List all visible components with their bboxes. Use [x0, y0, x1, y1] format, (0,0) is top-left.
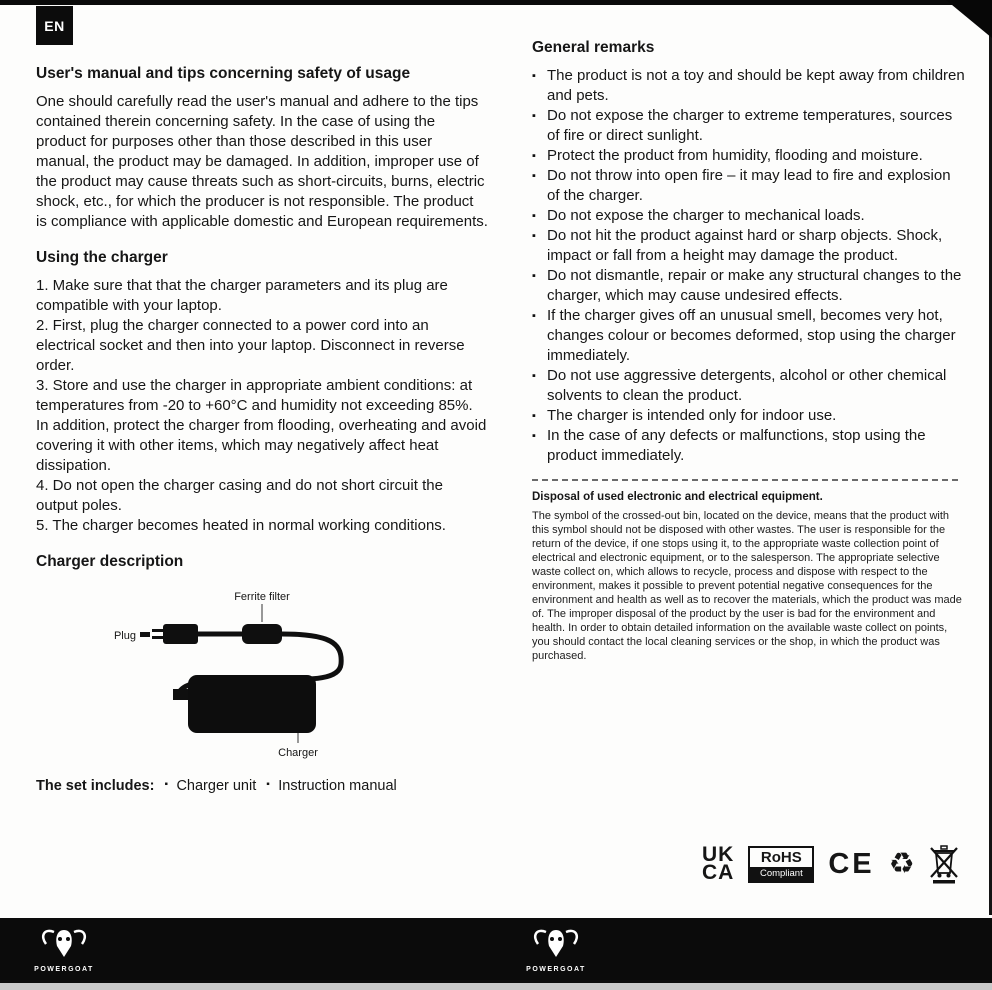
using-step: 4. Do not open the charger casing and do not short circuit the output poles.	[36, 477, 443, 514]
goat-skull-icon	[38, 926, 90, 960]
remark-item: ▪ In the case of any defects or malfunctions, stop using the product immediately.	[532, 426, 966, 466]
remark-item: ▪ If the charger gives off an unusual smell, becomes very hot, changes colour or becomes deformed, stop using the charger immediately.	[532, 306, 966, 366]
ce-mark: CE	[828, 847, 875, 880]
dashed-divider	[532, 479, 958, 481]
disposal-body: The symbol of the crossed-out bin, located on the device, means that the product with this symbol should not be disposed with other wastes. The user is responsible for the return of the device, if one stops using it, to the appropriate waste collection point of electrical and electronic equipment, or to the salesperson. The appropriate selective waste collect on, which allows to recycle, process and dispose with respect to the environment, makes it possible to prevent potential negative consequences for the environment and health as well as to recover the materials, which the product was made of. The improper disposal of the product by the user is bad for the environment and health. In order to obtain detailed information on the available waste collect on points, you should contact the local cleaning services or the shop, in which the product was purchased.	[532, 510, 962, 662]
using-step: 5. The charger becomes heated in normal working conditions.	[36, 517, 446, 534]
remark-item: ▪ Do not expose the charger to mechanical loads.	[532, 206, 966, 226]
certification-marks	[702, 843, 959, 885]
corner-shadow	[946, 0, 992, 38]
charger-connector	[173, 689, 188, 700]
goat-skull-icon	[530, 926, 582, 960]
top-edge-strip	[0, 0, 992, 5]
using-section-title: Using the charger	[36, 249, 168, 266]
set-includes-row	[36, 778, 488, 794]
rohs-compliant-text: Compliant	[750, 867, 812, 881]
charger-diagram-svg	[36, 580, 456, 765]
set-includes-label: The set includes:	[36, 778, 155, 794]
remark-item: ▪ Do not dismantle, repair or make any structural changes to the charger, which may cause undesired effects.	[532, 266, 966, 306]
charger-diagram	[36, 580, 488, 770]
remark-item: ▪ Do not throw into open fire – it may lead to fire and explosion of the charger.	[532, 166, 966, 206]
plug-body	[163, 624, 198, 644]
using-step: 1. Make sure that that the charger parameters and its plug are compatible with your laptop.	[36, 277, 448, 314]
brand-name: POWERGOAT	[34, 966, 94, 973]
powergoat-logo	[32, 926, 96, 973]
charger-label: Charger	[278, 747, 318, 759]
charger-brick	[188, 675, 316, 733]
plug-prong	[152, 629, 163, 632]
safety-section-body: One should carefully read the user's manual and adhere to the tips contained therein concerning safety. In the case of using the product for purposes other than those described in this user manual, the product may be damaged. In addition, improper use of the product may cause threats such as short-circuits, burns, electric shock, etc., for which the producer is not responsible. The product is compliance with applicable domestic and European requirements.	[36, 93, 488, 230]
remark-item: ▪ The product is not a toy and should be kept away from children and pets.	[532, 66, 966, 106]
using-step: 2. First, plug the charger connected to a power cord into an electrical socket and then into your laptop. Disconnect in reverse order.	[36, 317, 465, 374]
ferrite-filter-label: Ferrite filter	[234, 591, 290, 603]
remark-item: ▪ Protect the product from humidity, flooding and moisture.	[532, 146, 966, 166]
footer-bar	[0, 918, 992, 990]
remark-item: ▪ Do not expose the charger to extreme temperatures, sources of fire or direct sunlight.	[532, 106, 966, 146]
general-remarks-title: General remarks	[532, 39, 655, 56]
using-step: 3. Store and use the charger in appropriate ambient conditions: at temperatures from -20 to +60°C and humidity not exceeding 85%. In addition, protect the charger from flooding, overheating and avoid covering it with other items, which may negatively affect heat dissipation.	[36, 377, 487, 474]
remark-item: ▪ Do not use aggressive detergents, alcohol or other chemical solvents to clean the product.	[532, 366, 966, 406]
recycle-icon: ♻	[888, 848, 915, 880]
ukca-mark	[702, 843, 735, 884]
ukca-line1: UK	[702, 843, 735, 866]
language-badge: EN	[36, 6, 73, 45]
general-remarks-list	[532, 66, 966, 466]
set-includes-item: ▪ Instruction manual	[266, 778, 396, 794]
plug-prong	[152, 636, 163, 639]
using-steps	[36, 276, 488, 536]
plug-label: Plug	[113, 630, 136, 642]
disposal-title: Disposal of used electronic and electrical equipment.	[532, 491, 823, 503]
weee-crossed-bin-icon	[929, 843, 959, 885]
right-column	[532, 38, 966, 663]
rohs-text: RoHS	[760, 848, 802, 866]
rohs-mark	[748, 846, 814, 883]
charger-description-title: Charger description	[36, 553, 184, 570]
powergoat-logo	[524, 926, 588, 973]
remark-item: ▪ Do not hit the product against hard or sharp objects. Shock, impact or fall from a height may damage the product.	[532, 226, 966, 266]
remark-item: ▪ The charger is intended only for indoor use.	[532, 406, 966, 426]
ukca-line2: CA	[702, 861, 735, 884]
bottom-edge-strip	[0, 983, 992, 990]
left-column	[36, 64, 488, 794]
set-includes-item: ▪ Charger unit	[164, 778, 256, 794]
ferrite-filter	[242, 624, 282, 644]
plug-pointer-dash	[140, 632, 150, 637]
brand-name: POWERGOAT	[526, 966, 586, 973]
safety-section-title: User's manual and tips concerning safety of usage	[36, 65, 411, 82]
